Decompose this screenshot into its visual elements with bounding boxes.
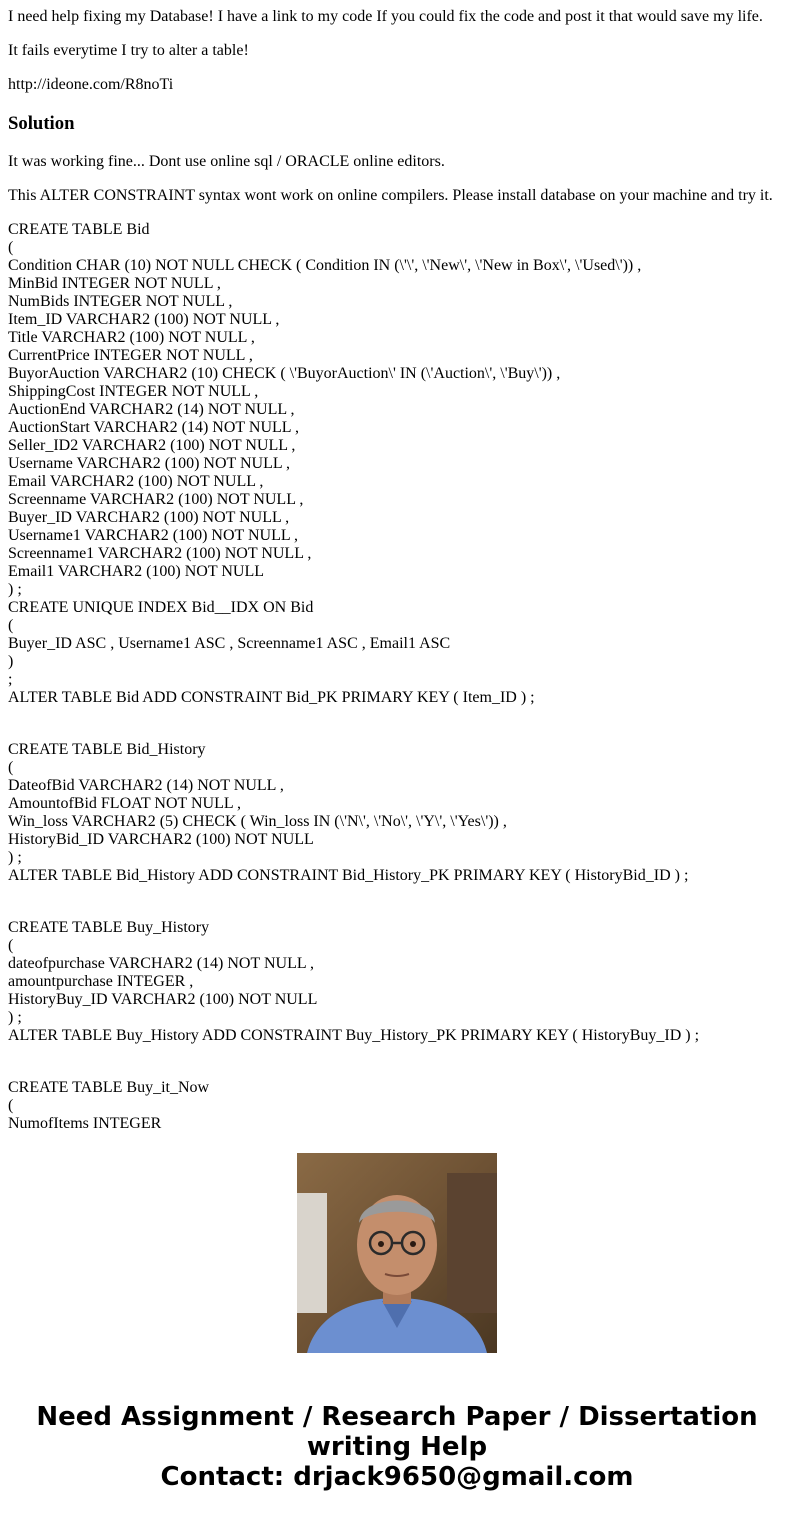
code-line: Buyer_ID ASC , Username1 ASC , Screenname1 ASC , Email1 ASC (8, 635, 451, 652)
code-line: ( (8, 759, 14, 776)
code-line: Win_loss VARCHAR2 (5) CHECK ( Win_loss IN (\'N\', \'No\', \'Y\', \'Yes\')) , (8, 813, 507, 830)
code-line: MinBid INTEGER NOT NULL , (8, 275, 221, 292)
code-line: Username1 VARCHAR2 (100) NOT NULL , (8, 527, 299, 544)
code-line: Email VARCHAR2 (100) NOT NULL , (8, 473, 264, 490)
code-line: Screenname1 VARCHAR2 (100) NOT NULL , (8, 545, 312, 562)
code-line: CREATE TABLE Buy_it_Now (8, 1079, 210, 1096)
code-line: Item_ID VARCHAR2 (100) NOT NULL , (8, 311, 280, 328)
solution-paragraph-1: It was working fine... Dont use online sql / ORACLE online editors. (8, 153, 445, 170)
code-line: DateofBid VARCHAR2 (14) NOT NULL , (8, 777, 284, 794)
code-line: HistoryBuy_ID VARCHAR2 (100) NOT NULL (8, 991, 318, 1008)
code-line: CurrentPrice INTEGER NOT NULL , (8, 347, 253, 364)
code-line: CREATE TABLE Bid (8, 221, 150, 238)
footer-line-3: Contact: drjack9650@gmail.com (160, 1462, 634, 1492)
code-line: ALTER TABLE Bid ADD CONSTRAINT Bid_PK PRIMARY KEY ( Item_ID ) ; (8, 689, 535, 706)
code-line: ( (8, 617, 14, 634)
question-paragraph-2: It fails everytime I try to alter a table! (8, 42, 249, 59)
code-line: dateofpurchase VARCHAR2 (14) NOT NULL , (8, 955, 315, 972)
code-line: AuctionStart VARCHAR2 (14) NOT NULL , (8, 419, 299, 436)
code-line: ) ; (8, 581, 22, 598)
code-line: Email1 VARCHAR2 (100) NOT NULL (8, 563, 264, 580)
solution-paragraph-2: This ALTER CONSTRAINT syntax wont work on online compilers. Please install database on your machine and try it. (8, 187, 773, 204)
code-line: BuyorAuction VARCHAR2 (10) CHECK ( \'BuyorAuction\' IN (\'Auction\', \'Buy\')) , (8, 365, 561, 382)
code-line: ShippingCost INTEGER NOT NULL , (8, 383, 259, 400)
code-line: AuctionEnd VARCHAR2 (14) NOT NULL , (8, 401, 295, 418)
document-content (8, 0, 788, 1132)
footer-line-1: Need Assignment / Research Paper / Dissertation (36, 1402, 758, 1432)
solution-heading: Solution (8, 113, 75, 134)
code-line: NumBids INTEGER NOT NULL , (8, 293, 233, 310)
question-link: http://ideone.com/R8noTi (8, 76, 174, 93)
code-line: CREATE TABLE Bid_History (8, 741, 206, 758)
code-line: Title VARCHAR2 (100) NOT NULL , (8, 329, 255, 346)
code-line (8, 1045, 699, 1079)
code-line: Seller_ID2 VARCHAR2 (100) NOT NULL , (8, 437, 296, 454)
code-line: AmountofBid FLOAT NOT NULL , (8, 795, 242, 812)
code-line: CREATE UNIQUE INDEX Bid__IDX ON Bid (8, 599, 314, 616)
sql-code-block (8, 221, 699, 1133)
code-line: Condition CHAR (10) NOT NULL CHECK ( Condition IN (\'\', \'New\', \'New in Box\', \'Used\')) , (8, 257, 642, 274)
code-line: ( (8, 1097, 14, 1114)
code-line: NumofItems INTEGER (8, 1115, 162, 1132)
code-line: Screenname VARCHAR2 (100) NOT NULL , (8, 491, 304, 508)
code-line: CREATE TABLE Buy_History (8, 919, 210, 936)
code-line: ) ; (8, 1009, 22, 1026)
code-line (8, 885, 699, 919)
code-line: ALTER TABLE Buy_History ADD CONSTRAINT Buy_History_PK PRIMARY KEY ( HistoryBuy_ID ) ; (8, 1027, 700, 1044)
code-line: HistoryBid_ID VARCHAR2 (100) NOT NULL (8, 831, 314, 848)
code-line: Username VARCHAR2 (100) NOT NULL , (8, 455, 291, 472)
code-line (8, 707, 699, 741)
code-line: ( (8, 937, 14, 954)
code-line: ( (8, 239, 14, 256)
code-line: ) ; (8, 849, 22, 866)
code-line: Buyer_ID VARCHAR2 (100) NOT NULL , (8, 509, 290, 526)
contact-footer (0, 1402, 794, 1492)
question-paragraph-1: I need help fixing my Database! I have a link to my code If you could fix the code and post it that would save my life. (8, 8, 763, 25)
code-line: amountpurchase INTEGER , (8, 973, 194, 990)
code-line: ALTER TABLE Bid_History ADD CONSTRAINT Bid_History_PK PRIMARY KEY ( HistoryBid_ID ) ; (8, 867, 689, 884)
author-avatar (297, 1153, 497, 1353)
code-line: ) (8, 653, 14, 670)
code-line: ; (8, 671, 13, 688)
footer-line-2: writing Help (306, 1432, 488, 1462)
